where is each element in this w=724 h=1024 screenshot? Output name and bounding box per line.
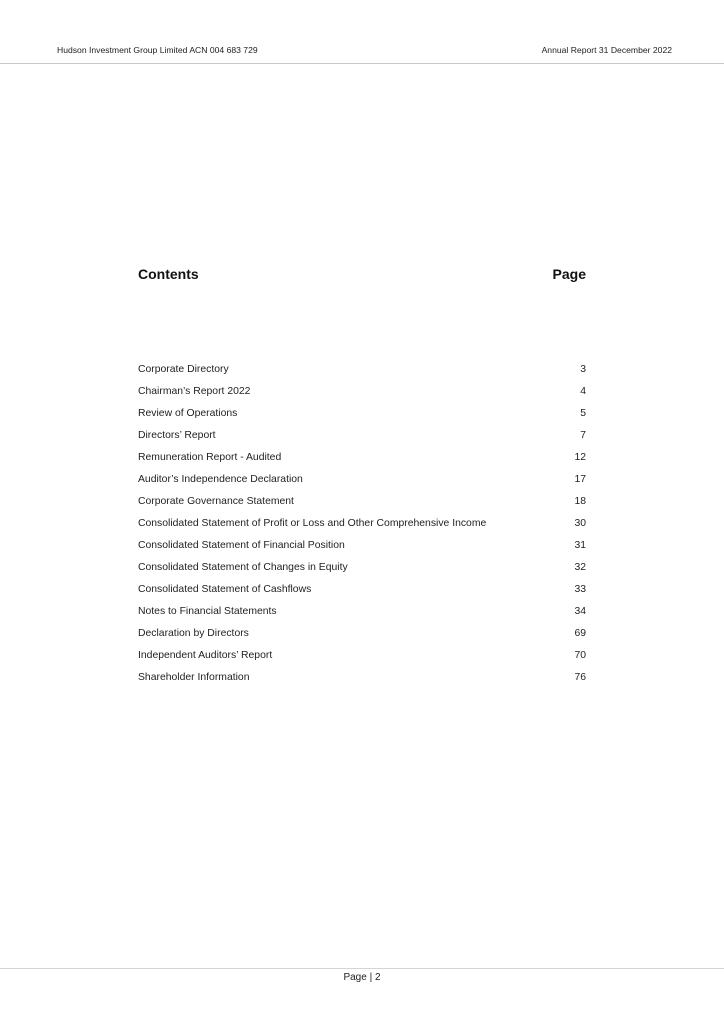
contents-heading-row: [138, 266, 586, 286]
toc-entry-title: Chairman’s Report 2022: [138, 386, 251, 397]
toc-entry-title: Corporate Directory: [138, 364, 229, 375]
toc-entry-page-number: 18: [574, 496, 586, 507]
contents-heading: Contents: [138, 266, 199, 282]
toc-entry-page-number: 4: [580, 386, 586, 397]
toc-entry: [138, 605, 586, 627]
toc-entry-page-number: 34: [574, 606, 586, 617]
toc-entry: [138, 627, 586, 649]
header-report-title: Annual Report 31 December 2022: [541, 45, 672, 55]
toc-entry-page-number: 3: [580, 364, 586, 375]
toc-entry: [138, 451, 586, 473]
toc-entry: [138, 407, 586, 429]
toc-entry-page-number: 7: [580, 430, 586, 441]
toc-entry-page-number: 12: [574, 452, 586, 463]
toc-entry-title: Consolidated Statement of Cashflows: [138, 584, 312, 595]
toc-entry-title: Consolidated Statement of Changes in Equity: [138, 562, 348, 573]
toc-entry-title: Directors’ Report: [138, 430, 216, 441]
toc-entry-page-number: 30: [574, 518, 586, 529]
header-divider: [0, 63, 724, 64]
toc-entry: [138, 495, 586, 517]
toc-entry: [138, 517, 586, 539]
toc-entry-title: Remuneration Report - Audited: [138, 452, 282, 463]
header-company-name: Hudson Investment Group Limited ACN 004 683 729: [57, 45, 258, 55]
toc-entry: [138, 671, 586, 693]
toc-entry: [138, 539, 586, 561]
toc-entry-title: Declaration by Directors: [138, 628, 249, 639]
toc-entry: [138, 583, 586, 605]
toc-entry-title: Shareholder Information: [138, 672, 250, 683]
toc-entry-page-number: 31: [574, 540, 586, 551]
toc-entry-title: Corporate Governance Statement: [138, 496, 294, 507]
toc-entry-page-number: 70: [574, 650, 586, 661]
toc-entry-page-number: 69: [574, 628, 586, 639]
toc-entry-page-number: 33: [574, 584, 586, 595]
toc-entry-title: Auditor’s Independence Declaration: [138, 474, 303, 485]
toc-entry: [138, 429, 586, 451]
toc-entry: [138, 473, 586, 495]
toc-entry-title: Consolidated Statement of Profit or Loss and Other Comprehensive Income: [138, 518, 487, 529]
page-column-heading: Page: [552, 266, 586, 282]
toc-entry: [138, 385, 586, 407]
toc-entry-page-number: 17: [574, 474, 586, 485]
toc-entry-title: Notes to Financial Statements: [138, 606, 277, 617]
toc-entry: [138, 649, 586, 671]
toc-entry-page-number: 32: [574, 562, 586, 573]
page-number-footer: Page | 2: [343, 972, 381, 983]
footer-divider: [0, 968, 724, 969]
toc-entry-title: Independent Auditors’ Report: [138, 650, 273, 661]
toc-entry-title: Review of Operations: [138, 408, 238, 419]
toc-entry: [138, 561, 586, 583]
toc-entry: [138, 363, 586, 385]
toc-entry-page-number: 76: [574, 672, 586, 683]
toc-entry-page-number: 5: [580, 408, 586, 419]
table-of-contents: [138, 363, 586, 693]
toc-entry-title: Consolidated Statement of Financial Position: [138, 540, 345, 551]
page-header: [57, 45, 672, 59]
